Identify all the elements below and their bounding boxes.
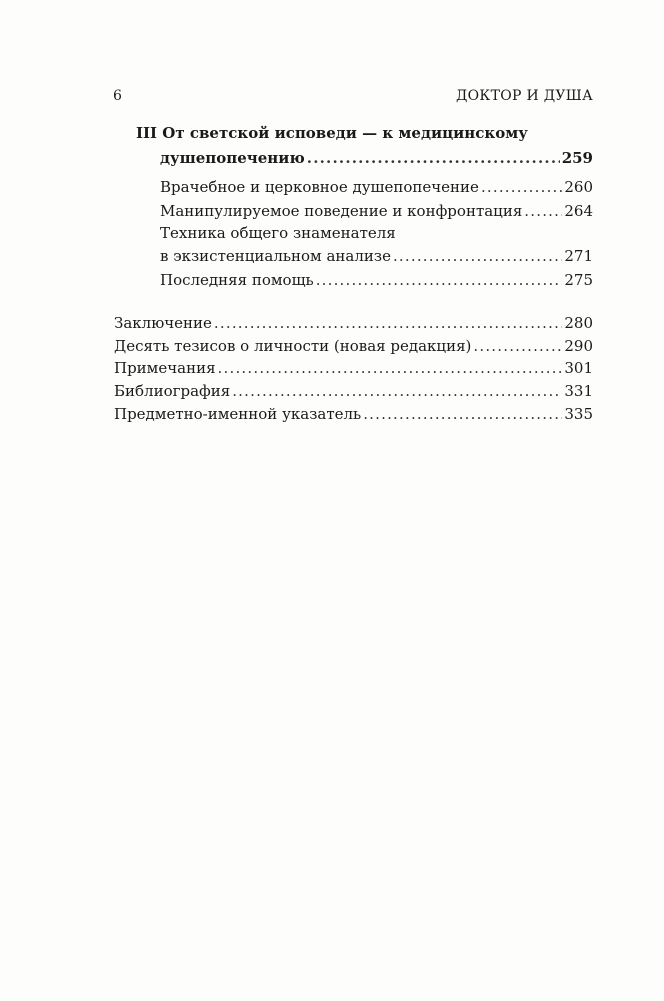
toc-entry-title: Врачебное и церковное душепопечение <box>160 178 479 196</box>
toc-entry-title: Десять тезисов о личности (новая редакция) <box>114 337 472 355</box>
toc-entry[interactable] <box>114 357 593 379</box>
leader-dots <box>473 335 562 357</box>
toc-subentry[interactable] <box>160 176 593 198</box>
toc-entry-page: 264 <box>564 202 593 220</box>
leader-dots <box>307 147 560 169</box>
leader-dots <box>481 176 562 198</box>
toc-subentry[interactable] <box>160 200 593 222</box>
toc-entry[interactable] <box>114 335 593 357</box>
leader-dots <box>214 312 562 334</box>
leader-dots <box>232 380 562 402</box>
toc-entry-page: 271 <box>564 247 593 265</box>
leader-dots <box>218 357 563 379</box>
toc-entry-page: 301 <box>564 359 593 377</box>
toc-entry-page: 259 <box>561 149 593 167</box>
toc-entry-page: 290 <box>564 337 593 355</box>
section-title-line1: III От светской исповеди — к медицинскому <box>136 124 528 142</box>
toc-subentry[interactable] <box>160 269 593 291</box>
toc-entry-title: Предметно-именной указатель <box>114 405 362 423</box>
toc-entry[interactable] <box>114 380 593 402</box>
toc-entry-page: 331 <box>564 382 593 400</box>
leader-dots <box>363 403 562 425</box>
toc-subentry-line1: Техника общего знаменателя <box>160 224 396 242</box>
leader-dots <box>393 245 562 267</box>
toc-entry-title: Заключение <box>114 314 212 332</box>
page-number: 6 <box>113 88 122 104</box>
toc-entry-title: Последняя помощь <box>160 271 314 289</box>
toc-entry[interactable] <box>114 312 593 334</box>
toc-subentry[interactable] <box>160 245 593 267</box>
toc-entry-page: 275 <box>564 271 593 289</box>
leader-dots <box>316 269 563 291</box>
running-head: ДОКТОР И ДУША <box>455 88 593 104</box>
leader-dots <box>524 200 562 222</box>
toc-entry-title: Библиография <box>114 382 231 400</box>
toc-entry[interactable] <box>114 403 593 425</box>
toc-entry-title: душепопечению <box>160 149 305 167</box>
toc-entry-title: Примечания <box>114 359 216 377</box>
toc-entry-page: 260 <box>564 178 593 196</box>
toc-entry-section[interactable] <box>160 147 593 169</box>
toc-entry-page: 280 <box>564 314 593 332</box>
toc-entry-title: Манипулируемое поведение и конфронтация <box>160 202 523 220</box>
toc-entry-page: 335 <box>564 405 593 423</box>
toc-entry-title: в экзистенциальном анализе <box>160 247 391 265</box>
